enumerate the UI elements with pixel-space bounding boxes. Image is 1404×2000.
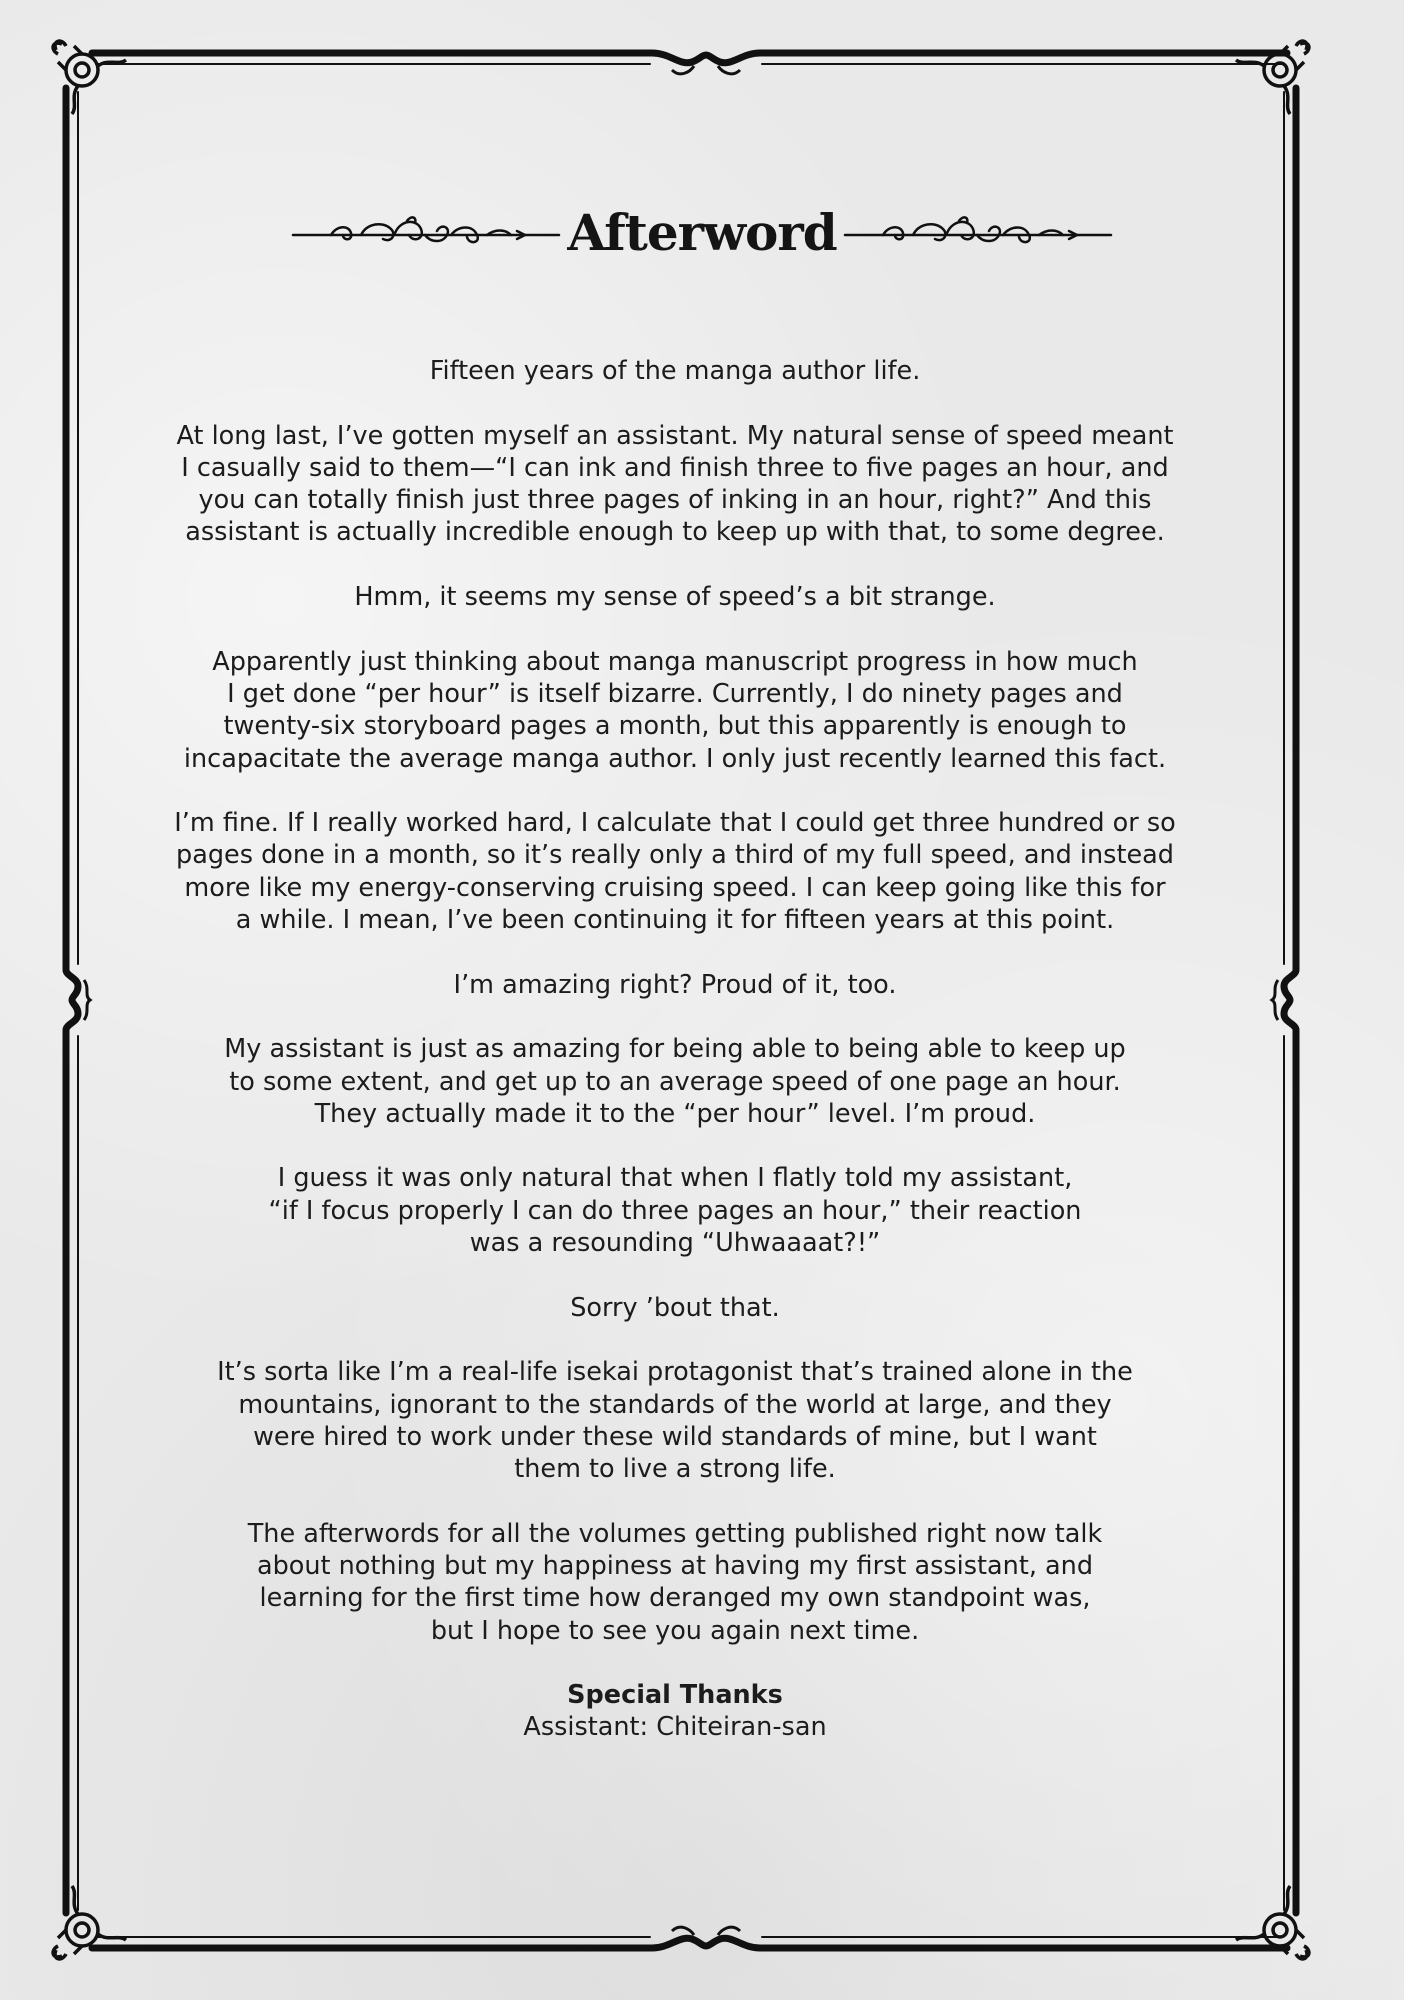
special-thanks — [140, 1679, 1210, 1744]
paragraph — [140, 581, 1210, 613]
text-line: you can totally finish just three pages of inking in an hour, right?” And this — [198, 485, 1152, 516]
text-line: I casually said to them—“I can ink and finish three to five pages an hour, and — [181, 452, 1169, 483]
paragraph — [140, 1162, 1210, 1259]
paragraph — [140, 1292, 1210, 1324]
text-line: They actually made it to the “per hour” level. I’m proud. — [314, 1098, 1036, 1129]
text-line: to some extent, and get up to an average speed of one page an hour. — [229, 1066, 1121, 1097]
right-flourish — [843, 213, 1113, 253]
text-line: incapacitate the average manga author. I only just recently learned this fact. — [183, 743, 1167, 774]
paragraph — [140, 355, 1210, 387]
text-line: about nothing but my happiness at having my first assistant, and — [256, 1550, 1094, 1581]
special-thanks-heading: Special Thanks — [567, 1680, 783, 1711]
text-line: mountains, ignorant to the standards of the world at large, and they — [238, 1389, 1112, 1420]
paragraph — [140, 646, 1210, 775]
text-line: I get done “per hour” is itself bizarre. Currently, I do ninety pages and — [227, 678, 1123, 709]
text-line: were hired to work under these wild standards of mine, but I want — [253, 1421, 1097, 1452]
paragraph — [140, 1033, 1210, 1130]
text-line: them to live a strong life. — [514, 1454, 836, 1485]
page-title: Afterword — [567, 203, 837, 262]
text-line: Fifteen years of the manga author life. — [429, 356, 921, 386]
text-line: The afterwords for all the volumes getting published right now talk — [247, 1518, 1103, 1549]
text-line: Apparently just thinking about manga manuscript progress in how much — [212, 646, 1138, 677]
paragraph — [140, 420, 1210, 549]
text-line: I’m amazing right? Proud of it, too. — [453, 969, 897, 1000]
text-line: was a resounding “Uhwaaaat?!” — [469, 1228, 881, 1259]
text-line: I’m fine. If I really worked hard, I calculate that I could get three hundred or so — [174, 808, 1176, 839]
text-line: assistant is actually incredible enough to keep up with that, to some degree. — [185, 517, 1165, 548]
text-line: learning for the first time how deranged my own standpoint was, — [259, 1583, 1091, 1614]
paragraph — [140, 1356, 1210, 1485]
text-line: At long last, I’ve gotten myself an assistant. My natural sense of speed meant — [176, 420, 1174, 451]
paragraph — [140, 969, 1210, 1001]
title-row — [0, 198, 1404, 268]
special-thanks-credit: Assistant: Chiteiran-san — [523, 1712, 827, 1743]
text-line: pages done in a month, so it’s really only a third of my full speed, and instead — [176, 840, 1174, 871]
text-line: twenty-six storyboard pages a month, but this apparently is enough to — [223, 711, 1127, 742]
text-line: Sorry ’bout that. — [570, 1292, 780, 1323]
text-line: more like my energy-conserving cruising speed. I can keep going like this for — [184, 872, 1166, 903]
text-line: a while. I mean, I’ve been continuing it for fifteen years at this point. — [235, 905, 1115, 936]
afterword-body — [140, 355, 1210, 1776]
text-line: but I hope to see you again next time. — [430, 1615, 920, 1646]
text-line: “if I focus properly I can do three pages an hour,” their reaction — [268, 1195, 1082, 1226]
text-line: Hmm, it seems my sense of speed’s a bit strange. — [354, 582, 996, 613]
text-line: It’s sorta like I’m a real-life isekai protagonist that’s trained alone in the — [217, 1357, 1133, 1388]
left-flourish — [291, 213, 561, 253]
paragraph — [140, 807, 1210, 936]
text-line: I guess it was only natural that when I flatly told my assistant, — [277, 1163, 1073, 1194]
paragraph — [140, 1518, 1210, 1647]
text-line: My assistant is just as amazing for being able to being able to keep up — [224, 1034, 1126, 1065]
